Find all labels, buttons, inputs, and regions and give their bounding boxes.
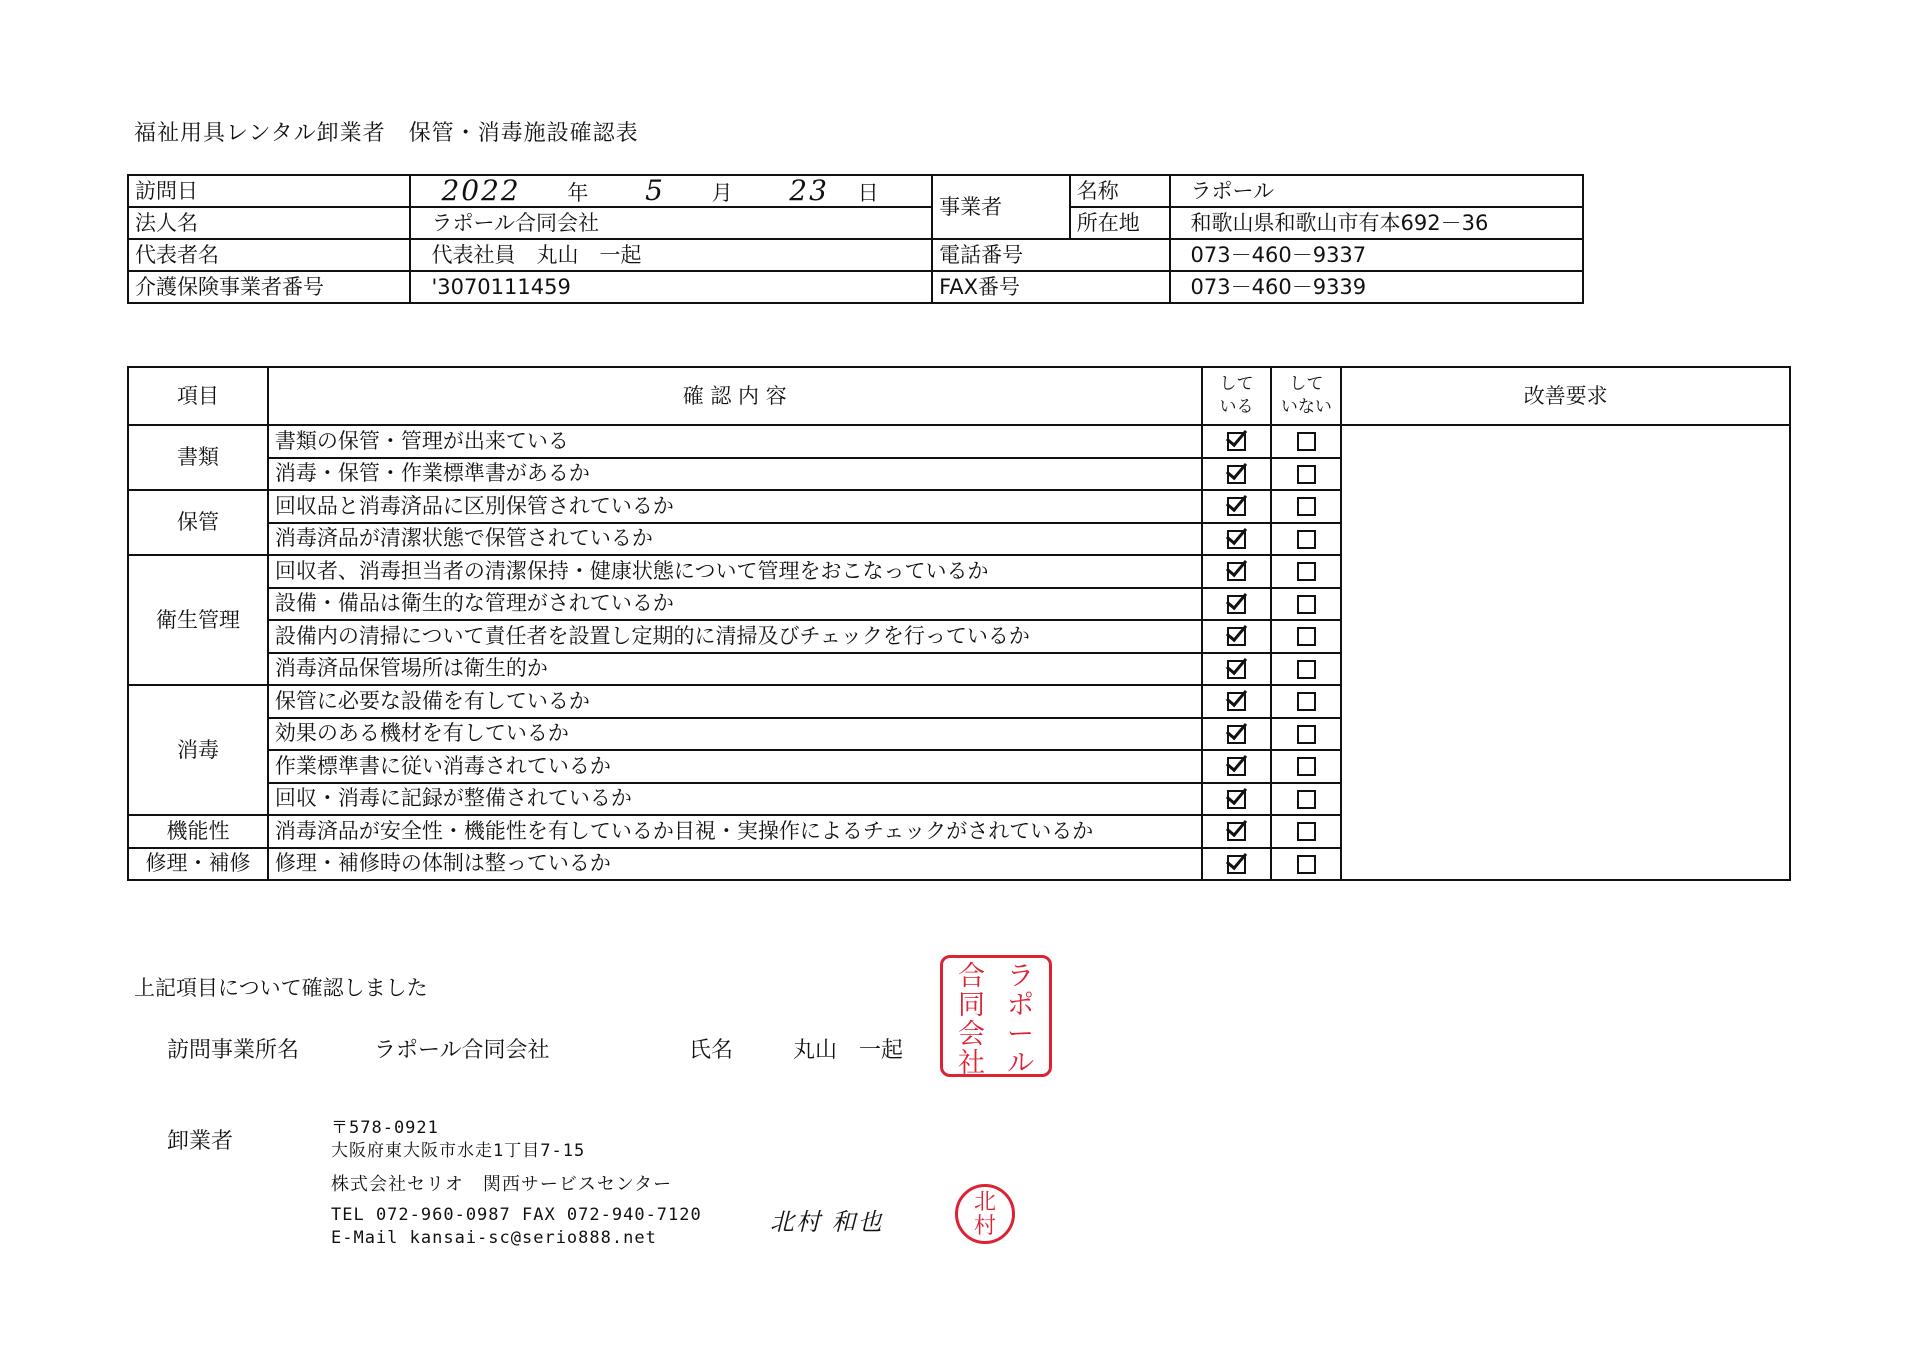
checkbox-yes-mark[interactable] bbox=[1227, 465, 1246, 484]
checkbox-no-mark[interactable] bbox=[1297, 627, 1316, 646]
checkbox-yes[interactable] bbox=[1202, 653, 1272, 686]
rep-label: 代表者名 bbox=[128, 239, 410, 271]
checkbox-no-mark[interactable] bbox=[1297, 660, 1316, 679]
checkbox-yes[interactable] bbox=[1202, 750, 1272, 783]
category-storage: 保管 bbox=[128, 490, 268, 555]
wholesaler-company: 株式会社セリオ 関西サービスセンター bbox=[331, 1174, 673, 1195]
checkbox-yes-mark[interactable] bbox=[1227, 822, 1246, 841]
checkbox-no[interactable] bbox=[1271, 848, 1341, 881]
checkbox-no[interactable] bbox=[1271, 750, 1341, 783]
checkbox-yes[interactable] bbox=[1202, 588, 1272, 621]
year-label: 年 bbox=[567, 181, 589, 205]
person-label: 氏名 bbox=[689, 1038, 734, 1063]
document-title: 福祉用具レンタル卸業者 保管・消毒施設確認表 bbox=[134, 121, 639, 146]
checkbox-yes[interactable] bbox=[1202, 718, 1272, 751]
checkbox-no[interactable] bbox=[1271, 555, 1341, 588]
checkbox-yes-mark[interactable] bbox=[1227, 432, 1246, 451]
checkbox-yes-mark[interactable] bbox=[1227, 692, 1246, 711]
fax-label: FAX番号 bbox=[932, 271, 1169, 303]
checkbox-no[interactable] bbox=[1271, 458, 1341, 491]
header-improve: 改善要求 bbox=[1341, 367, 1790, 425]
office-label: 訪問事業所名 bbox=[167, 1038, 300, 1063]
checkbox-no[interactable] bbox=[1271, 620, 1341, 653]
checkbox-yes[interactable] bbox=[1202, 848, 1272, 881]
fax-value: 073－460－9339 bbox=[1170, 271, 1583, 303]
name-label: 名称 bbox=[1070, 175, 1170, 207]
visit-date-cell bbox=[410, 175, 932, 207]
check-item-text: 保管に必要な設備を有しているか bbox=[268, 685, 1202, 718]
wholesaler-telfax: TEL 072-960-0987 FAX 072-940-7120 bbox=[331, 1205, 702, 1225]
checkbox-no[interactable] bbox=[1271, 685, 1341, 718]
check-item-text: 消毒済品が清潔状態で保管されているか bbox=[268, 523, 1202, 556]
checkbox-no[interactable] bbox=[1271, 588, 1341, 621]
visit-year: 2022 bbox=[441, 174, 521, 207]
checkbox-yes[interactable] bbox=[1202, 458, 1272, 491]
info-table bbox=[127, 174, 1584, 304]
improvement-requests bbox=[1341, 425, 1790, 880]
visit-month: 5 bbox=[645, 174, 665, 207]
category-repair: 修理・補修 bbox=[128, 848, 268, 881]
person-value: 丸山 一起 bbox=[793, 1038, 904, 1063]
checkbox-yes-mark[interactable] bbox=[1227, 790, 1246, 809]
corp-label: 法人名 bbox=[128, 207, 410, 239]
check-item-text: 消毒済品が安全性・機能性を有しているか目視・実操作によるチェックがされているか bbox=[268, 815, 1202, 848]
checkbox-yes-mark[interactable] bbox=[1227, 497, 1246, 516]
checkbox-no[interactable] bbox=[1271, 718, 1341, 751]
header-yes: して いる bbox=[1202, 367, 1272, 425]
checkbox-no[interactable] bbox=[1271, 653, 1341, 686]
checkbox-no[interactable] bbox=[1271, 783, 1341, 816]
category-functionality: 機能性 bbox=[128, 815, 268, 848]
checkbox-yes-mark[interactable] bbox=[1227, 725, 1246, 744]
checkbox-no-mark[interactable] bbox=[1297, 432, 1316, 451]
check-item-text: 消毒済品保管場所は衛生的か bbox=[268, 653, 1202, 686]
checkbox-yes[interactable] bbox=[1202, 815, 1272, 848]
check-item-text: 設備内の清掃について責任者を設置し定期的に清掃及びチェックを行っているか bbox=[268, 620, 1202, 653]
name-value: ラポール bbox=[1170, 175, 1583, 207]
check-item-text: 書類の保管・管理が出来ている bbox=[268, 425, 1202, 458]
checkbox-no[interactable] bbox=[1271, 425, 1341, 458]
checkbox-no-mark[interactable] bbox=[1297, 855, 1316, 874]
checkbox-no-mark[interactable] bbox=[1297, 465, 1316, 484]
checklist-table bbox=[127, 366, 1791, 881]
checkbox-no-mark[interactable] bbox=[1297, 497, 1316, 516]
care-no-value: '3070111459 bbox=[410, 271, 932, 303]
check-item-text: 回収品と消毒済品に区別保管されているか bbox=[268, 490, 1202, 523]
checkbox-yes[interactable] bbox=[1202, 620, 1272, 653]
care-no-label: 介護保険事業者番号 bbox=[128, 271, 410, 303]
office-value: ラポール合同会社 bbox=[374, 1038, 550, 1063]
checkbox-no[interactable] bbox=[1271, 490, 1341, 523]
corp-value: ラポール合同会社 bbox=[410, 207, 932, 239]
signature: 北村 和也 bbox=[770, 1208, 884, 1236]
checkbox-no[interactable] bbox=[1271, 815, 1341, 848]
personal-seal: 北 村 bbox=[955, 1184, 1015, 1244]
check-item-text: 作業標準書に従い消毒されているか bbox=[268, 750, 1202, 783]
checkbox-no-mark[interactable] bbox=[1297, 790, 1316, 809]
checkbox-yes[interactable] bbox=[1202, 490, 1272, 523]
category-disinfection: 消毒 bbox=[128, 685, 268, 815]
wholesaler-label: 卸業者 bbox=[167, 1129, 234, 1154]
checkbox-no-mark[interactable] bbox=[1297, 562, 1316, 581]
header-item: 項目 bbox=[128, 367, 268, 425]
jigyosha-label: 事業者 bbox=[932, 175, 1070, 239]
check-item-text: 設備・備品は衛生的な管理がされているか bbox=[268, 588, 1202, 621]
address-value: 和歌山県和歌山市有本692－36 bbox=[1170, 207, 1583, 239]
checkbox-no-mark[interactable] bbox=[1297, 822, 1316, 841]
checkbox-yes-mark[interactable] bbox=[1227, 660, 1246, 679]
category-documents: 書類 bbox=[128, 425, 268, 490]
company-seal: 合 同 会 社 ラ ポ ー ル bbox=[940, 955, 1052, 1077]
address-label: 所在地 bbox=[1070, 207, 1170, 239]
checkbox-no-mark[interactable] bbox=[1297, 530, 1316, 549]
checkbox-yes-mark[interactable] bbox=[1227, 627, 1246, 646]
visit-day: 23 bbox=[789, 174, 829, 207]
checkbox-no-mark[interactable] bbox=[1297, 692, 1316, 711]
tel-label: 電話番号 bbox=[932, 239, 1169, 271]
header-content: 確 認 内 容 bbox=[268, 367, 1202, 425]
check-item-text: 回収者、消毒担当者の清潔保持・健康状態について管理をおこなっているか bbox=[268, 555, 1202, 588]
checkbox-yes[interactable] bbox=[1202, 523, 1272, 556]
check-item-text: 消毒・保管・作業標準書があるか bbox=[268, 458, 1202, 491]
check-item-text: 回収・消毒に記録が整備されているか bbox=[268, 783, 1202, 816]
header-no: して いない bbox=[1271, 367, 1341, 425]
wholesaler-address: 大阪府東大阪市水走1丁目7-15 bbox=[331, 1141, 586, 1161]
checkbox-yes-mark[interactable] bbox=[1227, 757, 1246, 776]
checkbox-yes-mark[interactable] bbox=[1227, 595, 1246, 614]
checkbox-no-mark[interactable] bbox=[1297, 757, 1316, 776]
checkbox-no-mark[interactable] bbox=[1297, 725, 1316, 744]
check-item-text: 修理・補修時の体制は整っているか bbox=[268, 848, 1202, 881]
wholesaler-email: E-Mail kansai-sc@serio888.net bbox=[331, 1228, 657, 1248]
tel-value: 073－460－9337 bbox=[1170, 239, 1583, 271]
month-label: 月 bbox=[711, 181, 733, 205]
checkbox-yes-mark[interactable] bbox=[1227, 530, 1246, 549]
checkbox-yes-mark[interactable] bbox=[1227, 855, 1246, 874]
checkbox-yes-mark[interactable] bbox=[1227, 562, 1246, 581]
wholesaler-postal: 〒578-0921 bbox=[331, 1118, 439, 1138]
rep-value: 代表社員 丸山 一起 bbox=[410, 239, 932, 271]
checkbox-yes[interactable] bbox=[1202, 425, 1272, 458]
checkbox-no-mark[interactable] bbox=[1297, 595, 1316, 614]
day-label: 日 bbox=[857, 181, 879, 205]
visit-date-label: 訪問日 bbox=[128, 175, 410, 207]
category-hygiene: 衛生管理 bbox=[128, 555, 268, 685]
check-item-text: 効果のある機材を有しているか bbox=[268, 718, 1202, 751]
checkbox-no[interactable] bbox=[1271, 523, 1341, 556]
checkbox-yes[interactable] bbox=[1202, 783, 1272, 816]
checkbox-yes[interactable] bbox=[1202, 555, 1272, 588]
confirm-statement: 上記項目について確認しました bbox=[134, 976, 428, 1000]
checkbox-yes[interactable] bbox=[1202, 685, 1272, 718]
